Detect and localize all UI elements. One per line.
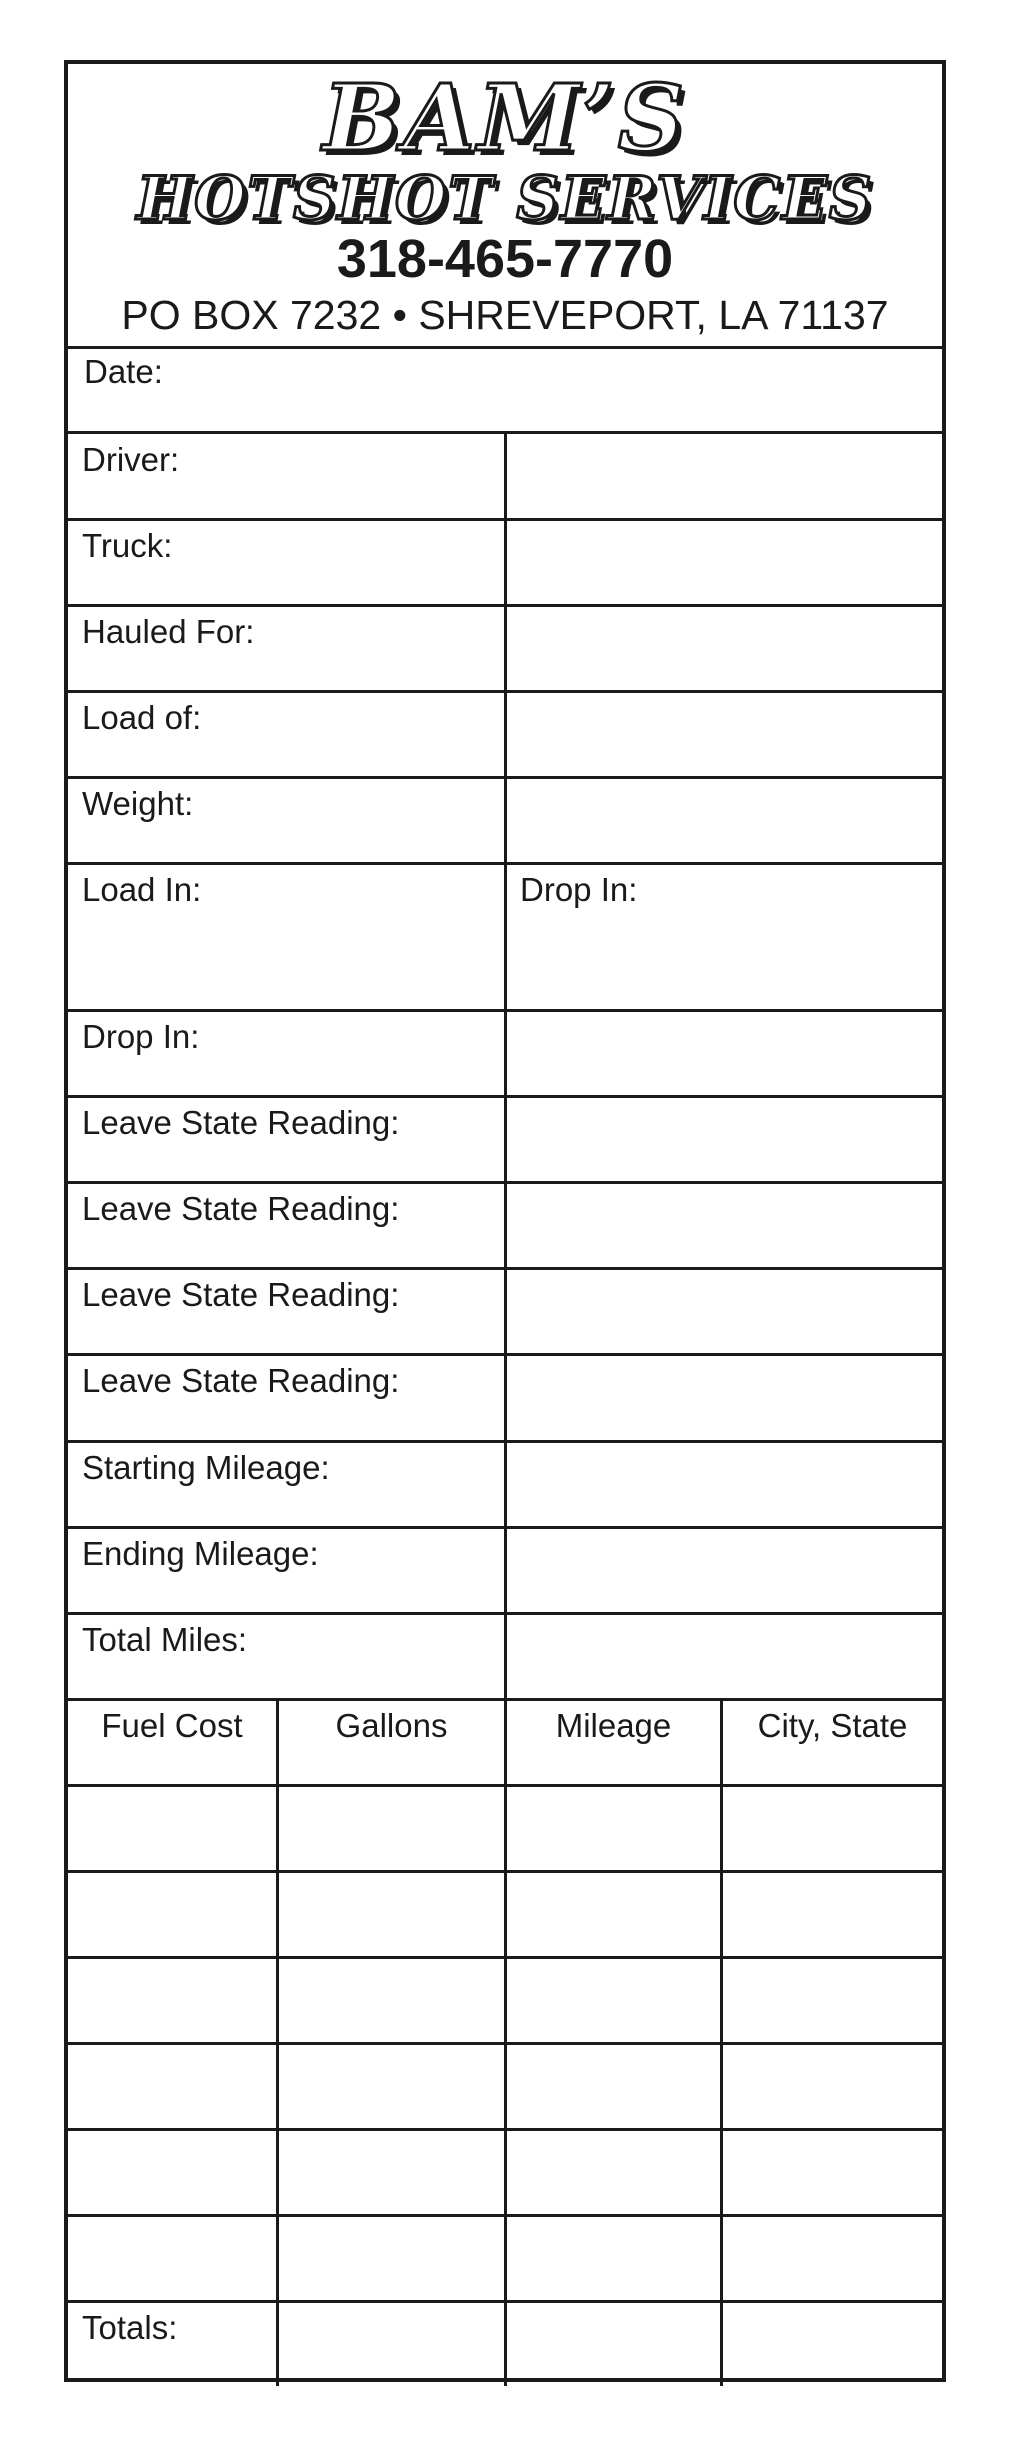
company-address: PO BOX 7232 • SHREVEPORT, LA 71137	[121, 292, 889, 338]
drop-in-label: Drop In:	[82, 1018, 200, 1055]
leave-state-reading-label: Leave State Reading:	[82, 1276, 400, 1313]
company-name: BAM’S	[322, 64, 688, 172]
truck-label: Truck:	[82, 527, 173, 564]
driver-label: Driver:	[82, 441, 180, 478]
gallons-header: Gallons	[335, 1707, 448, 1744]
hotshot-log-form	[64, 60, 946, 2382]
load-in-label: Load In:	[82, 871, 202, 908]
form-header	[68, 64, 942, 348]
date-label: Date:	[84, 353, 163, 390]
starting-mileage-label: Starting Mileage:	[82, 1449, 330, 1486]
column-divider	[504, 431, 507, 2386]
leave-state-reading-label: Leave State Reading:	[82, 1190, 400, 1227]
divider	[68, 346, 942, 349]
totals-label: Totals:	[82, 2309, 178, 2346]
mileage-header: Mileage	[555, 1707, 672, 1744]
hauled-for-label: Hauled For:	[82, 613, 255, 650]
fuel-cost-header: Fuel Cost	[101, 1707, 243, 1744]
city-state-header: City, State	[757, 1707, 908, 1744]
total-miles-label: Total Miles:	[82, 1621, 248, 1658]
weight-label: Weight:	[82, 785, 194, 822]
company-subtitle: HOTSHOT SERVICES	[136, 164, 874, 234]
leave-state-reading-label: Leave State Reading:	[82, 1104, 400, 1141]
company-phone: 318-465-7770	[336, 229, 674, 289]
ending-mileage-label: Ending Mileage:	[82, 1535, 319, 1572]
load-of-label: Load of:	[82, 699, 202, 736]
column-divider	[276, 1698, 279, 2386]
leave-state-reading-label: Leave State Reading:	[82, 1362, 400, 1399]
drop-in-label: Drop In:	[520, 871, 638, 908]
column-divider	[720, 1698, 723, 2386]
